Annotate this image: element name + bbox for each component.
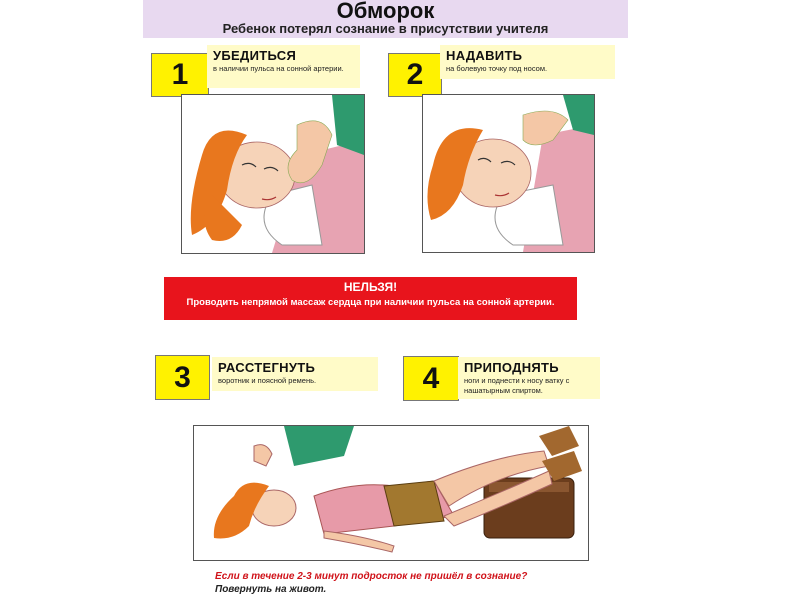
header-banner [143,0,628,38]
step-3-text: воротник и поясной ремень. [218,376,317,385]
step-4-number: 4 [403,356,459,401]
check-pulse-illustration [182,95,364,253]
step-1-number: 1 [151,53,209,97]
step-1-text: в наличии пульса на сонной артерии. [213,64,344,73]
step-2-heading: НАДАВИТЬ [446,48,523,63]
step-4-text: ноги и поднести к носу ватку с нашатырным спиртом. [464,376,570,395]
step-4-note [458,357,600,399]
steps-3-4-illustration [193,425,589,561]
warning-heading: НЕЛЬЗЯ! [343,280,398,294]
step-2-note [440,45,615,79]
step-4-heading: ПРИПОДНЯТЬ [464,360,559,375]
page-subtitle: Ребенок потерял сознание в присутствии учителя [222,21,549,36]
footer-instruction: Повернуть на живот. [215,584,327,595]
step-3-number: 3 [155,355,210,400]
footer-question: Если в течение 2-3 минут подросток не пришёл в сознание? [215,571,528,582]
step-2-text: на болевую точку под носом. [446,64,548,73]
page-title: Обморок [336,0,435,23]
press-point-illustration [423,95,594,252]
step-2-illustration [422,94,595,253]
step-3-heading: РАССТЕГНУТЬ [218,360,316,375]
step-2-number: 2 [388,53,442,97]
step-1-heading: УБЕДИТЬСЯ [213,48,297,63]
footer-note [215,570,595,596]
step-3-note [212,357,378,391]
step-1-note [207,45,360,88]
raised-legs-illustration [194,426,588,560]
step-1-illustration [181,94,365,254]
warning-text: Проводить непрямой массаж сердца при наличии пульса на сонной артерии. [186,297,555,308]
warning-banner [164,277,577,320]
